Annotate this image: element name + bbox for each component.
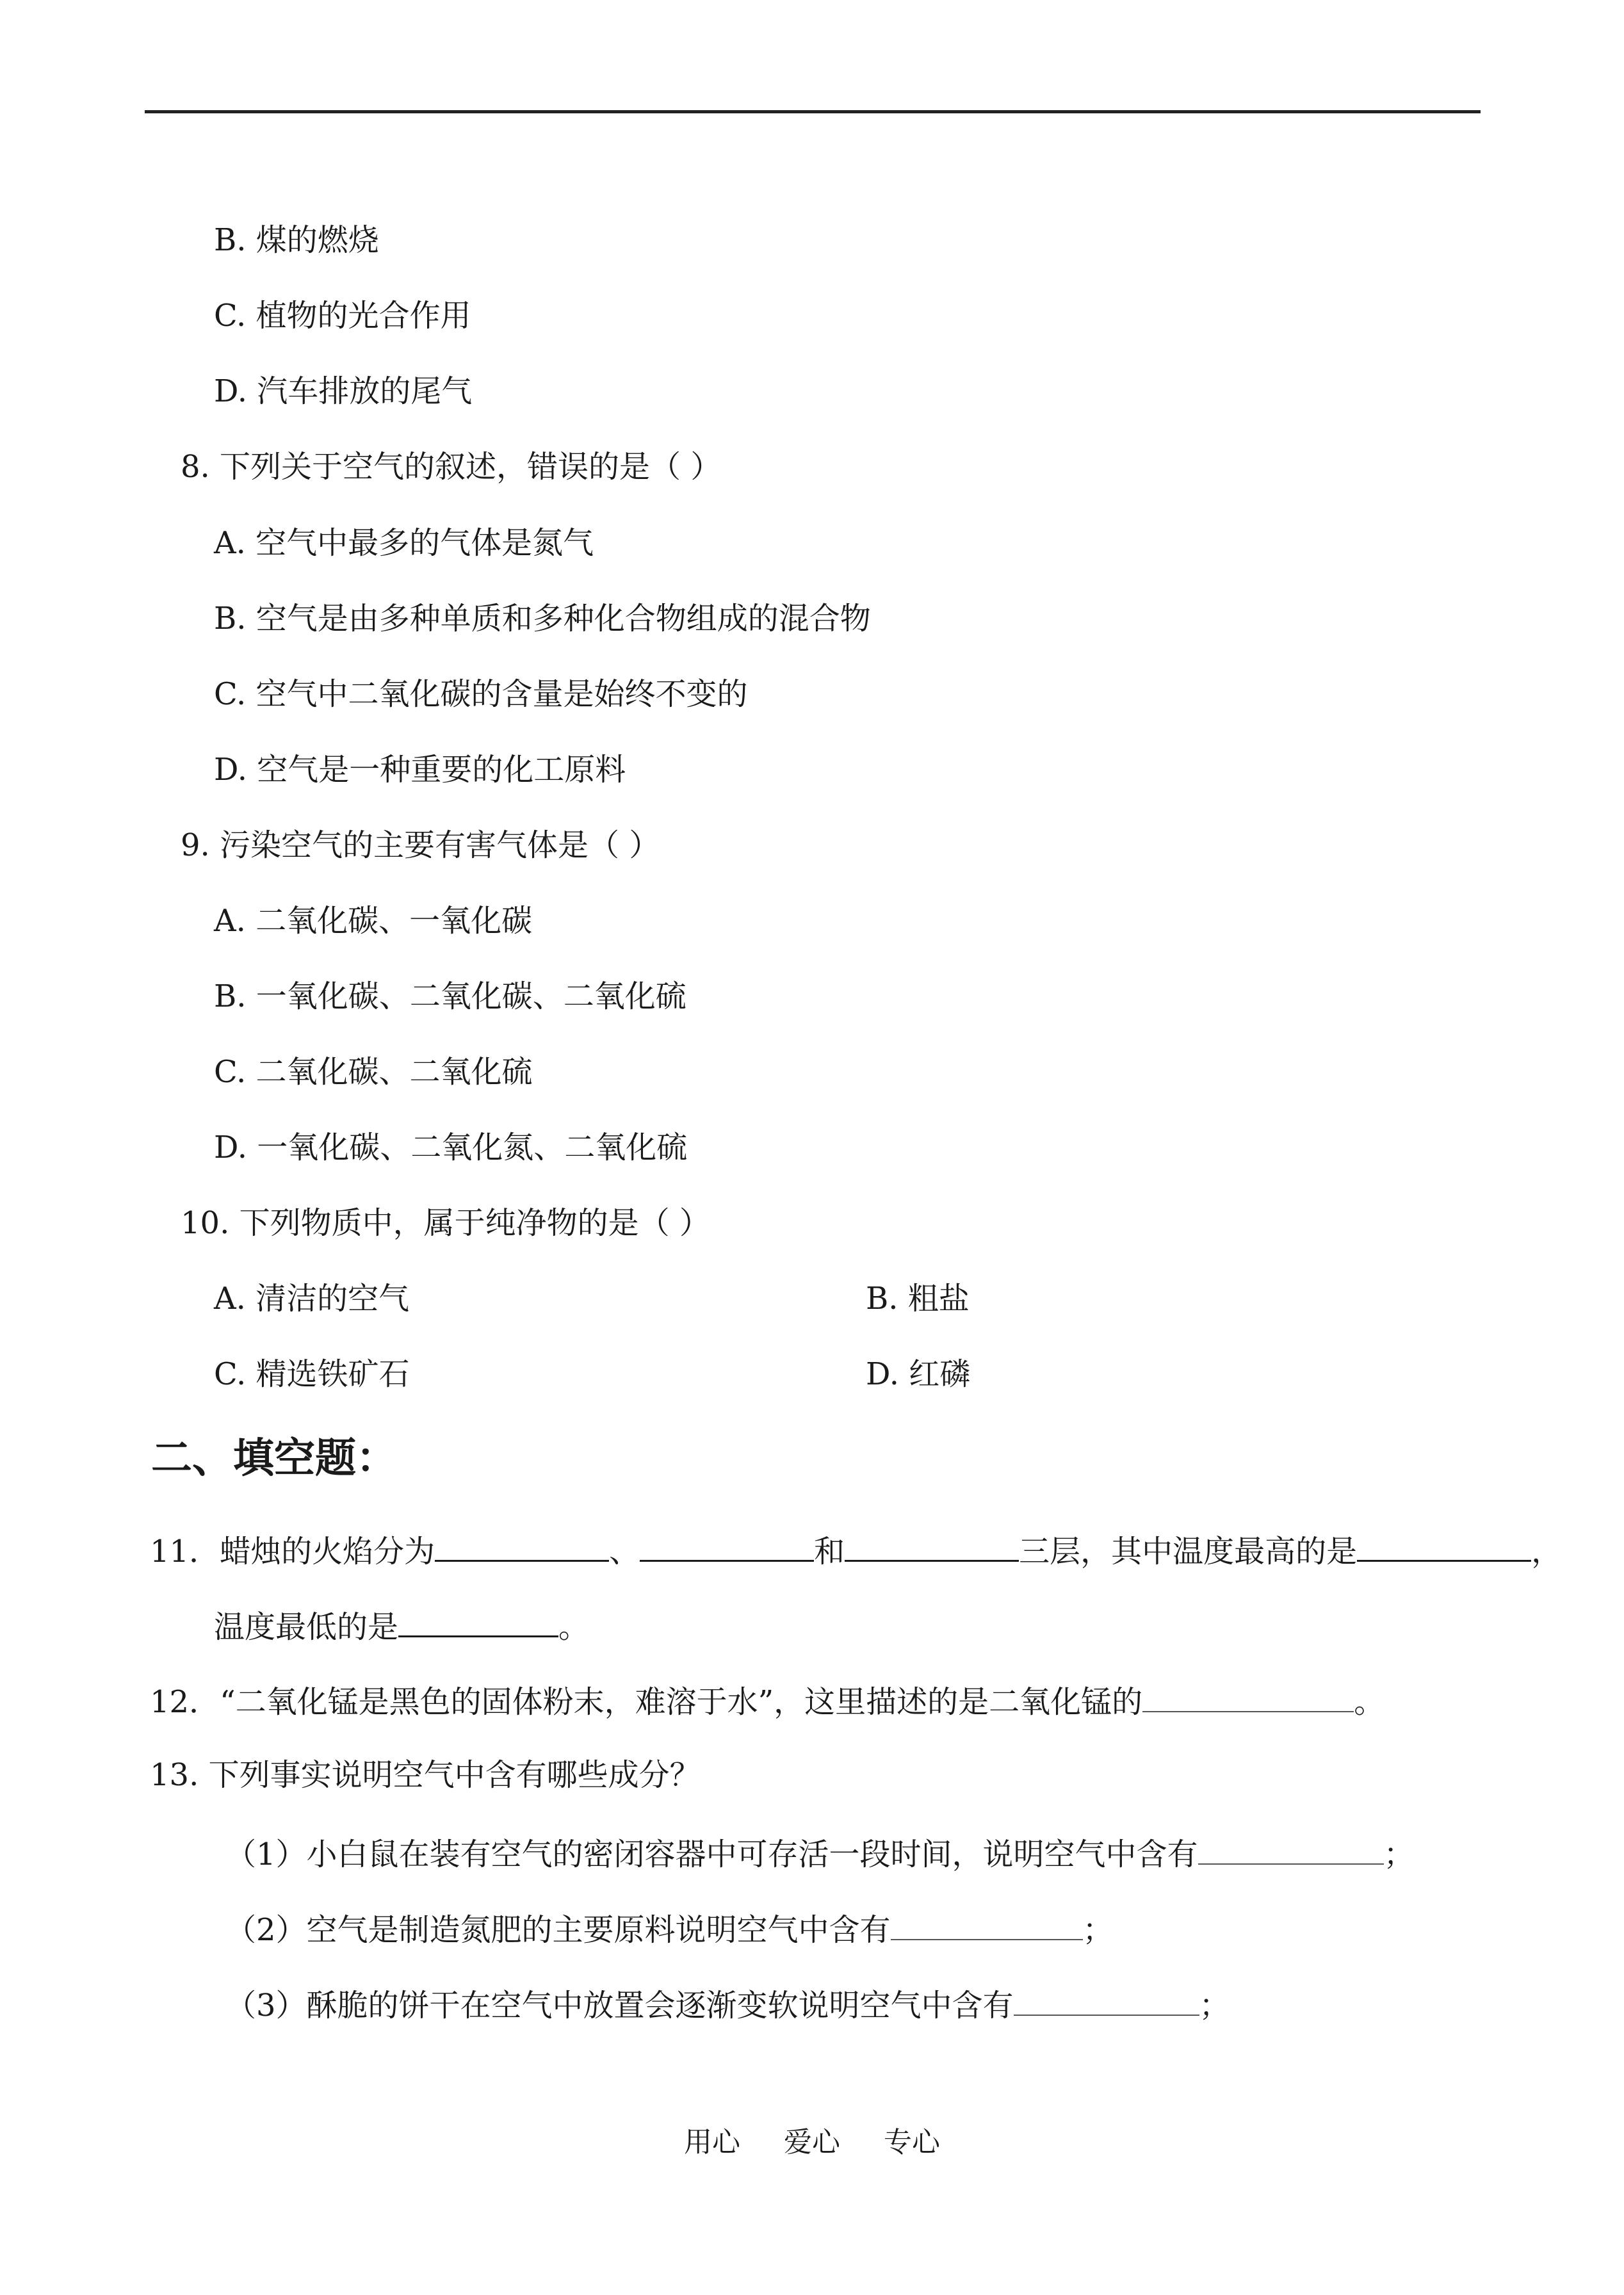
q13-sub-2-text: （2）空气是制造氮肥的主要原料说明空气中含有: [225, 1912, 891, 1948]
q12-blank[interactable]: [1142, 1680, 1354, 1712]
q12-text-2: 。: [1354, 1684, 1385, 1720]
q13-blank-1[interactable]: [1198, 1833, 1384, 1865]
q8-option-d: D. 空气是一种重要的化工原料: [214, 752, 626, 788]
q7-option-c: C. 植物的光合作用: [214, 298, 471, 334]
footer-word-1: 用心: [684, 2126, 740, 2159]
q11-text-4: 三层，其中温度最高的是: [1019, 1534, 1358, 1569]
q13-sub-3-text: （3）酥脆的饼干在空气中放置会逐渐变软说明空气中含有: [225, 1988, 1014, 2023]
q11-line2: [214, 1605, 589, 1646]
q7-option-d: D. 汽车排放的尾气: [214, 373, 473, 409]
q8-option-b: B. 空气是由多种单质和多种化合物组成的混合物: [214, 601, 871, 637]
q11-blank-4[interactable]: [1357, 1529, 1531, 1562]
q11-text-1: 蜡烛的火焰分为: [220, 1534, 435, 1569]
q8-option-c: C. 空气中二氧化碳的含量是始终不变的: [214, 676, 748, 712]
q11-text-7: 。: [558, 1609, 590, 1645]
q9-option-c: C. 二氧化碳、二氧化硫: [214, 1054, 533, 1090]
q13-sub-2-end: ；: [1082, 1912, 1114, 1948]
header-rule: [145, 110, 1481, 113]
q9-stem: 9. 污染空气的主要有害气体是（ ）: [181, 827, 660, 863]
q13-sub-1: [225, 1833, 1415, 1874]
q11-blank-2[interactable]: [640, 1529, 814, 1562]
q13-sub-2: [225, 1908, 1114, 1949]
q13-blank-2[interactable]: [891, 1908, 1083, 1940]
q11-text-5: ，: [1531, 1534, 1563, 1569]
q11-blank-5[interactable]: [398, 1605, 558, 1637]
q10-option-a: A. 清洁的空气: [214, 1281, 410, 1317]
q10-option-d: D. 红磷: [866, 1356, 971, 1392]
page-footer: [0, 2125, 1624, 2161]
q13-blank-3[interactable]: [1014, 1984, 1199, 2016]
footer-word-3: 专心: [884, 2126, 940, 2159]
q11-line1: [150, 1529, 1562, 1571]
q13-sub-1-text: （1）小白鼠在装有空气的密闭容器中可存活一段时间，说明空气中含有: [225, 1837, 1198, 1872]
q13-sub-3-end: ；: [1199, 1988, 1230, 2023]
section-title-fill-in: 二、填空题：: [151, 1435, 397, 1482]
q11-number: 11．: [150, 1534, 220, 1569]
q13-sub-3: [225, 1984, 1230, 2025]
q11-blank-3[interactable]: [845, 1529, 1019, 1562]
q8-option-a: A. 空气中最多的气体是氮气: [214, 525, 594, 561]
q12-line: [150, 1680, 1384, 1721]
q9-option-b: B. 一氧化碳、二氧化碳、二氧化硫: [214, 978, 686, 1014]
q9-option-a: A. 二氧化碳、一氧化碳: [214, 903, 533, 939]
q12-number: 12．: [150, 1684, 220, 1720]
q10-option-c: C. 精选铁矿石: [214, 1356, 410, 1392]
q9-option-d: D. 一氧化碳、二氧化氮、二氧化硫: [214, 1130, 688, 1165]
q10-option-b: B. 粗盐: [866, 1281, 970, 1317]
q11-text-6: 温度最低的是: [214, 1609, 399, 1645]
q8-stem: 8. 下列关于空气的叙述，错误的是（ ）: [181, 449, 722, 485]
q11-text-2: 、: [609, 1534, 640, 1569]
q12-text-1: “二氧化锰是黑色的固体粉末，难溶于水”，这里描述的是二氧化锰的: [220, 1684, 1143, 1720]
q11-text-3: 和: [814, 1534, 845, 1569]
q13-sub-1-end: ；: [1383, 1837, 1415, 1872]
q11-blank-1[interactable]: [435, 1529, 609, 1562]
footer-word-2: 爱心: [784, 2126, 840, 2159]
q13-stem: 13. 下列事实说明空气中含有哪些成分？: [150, 1757, 701, 1793]
q10-stem: 10. 下列物质中，属于纯净物的是（ ）: [181, 1205, 710, 1241]
q7-option-b: B. 煤的燃烧: [214, 222, 379, 258]
